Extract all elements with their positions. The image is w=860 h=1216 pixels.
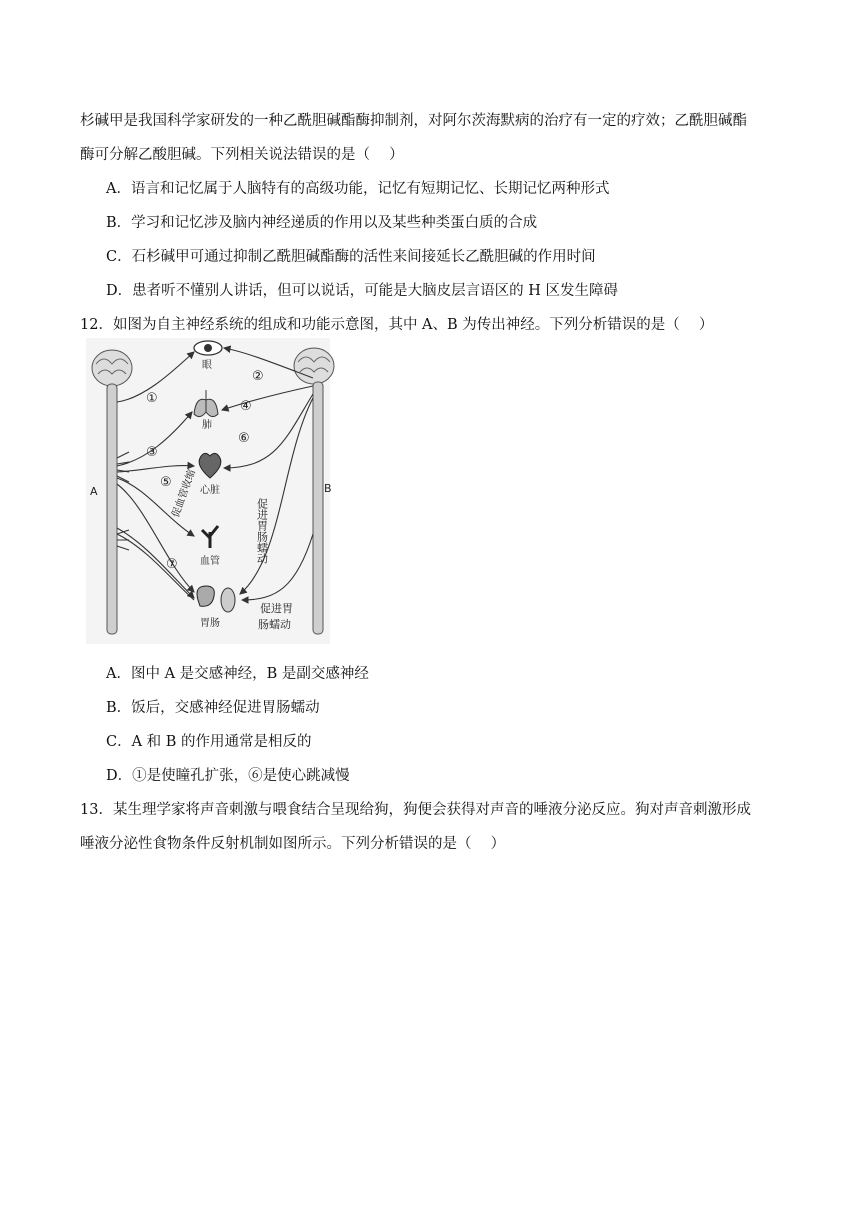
note-gut-peristalsis-vertical: 促进胃肠蠕动 [255, 498, 269, 564]
q12-stem: 12．如图为自主神经系统的组成和功能示意图，其中 A、B 为传出神经。下列分析错误的是（ ） [80, 317, 714, 333]
q11-stem-line2: 酶可分解乙酸胆碱。下列相关说法错误的是（ ） [80, 147, 404, 163]
organ-lung-label: 肺 [202, 420, 212, 431]
marker-4: ④ [240, 399, 252, 414]
q11-stem-line1: 杉碱甲是我国科学家研发的一种乙酰胆碱酯酶抑制剂，对阿尔茨海默病的治疗有一定的疗效；乙酰胆碱酯 [80, 113, 747, 129]
note-gut-peristalsis-1: 促进胃 [260, 602, 293, 615]
q12-option-c: C．A 和 B 的作用通常是相反的 [106, 734, 312, 750]
q12-option-a: A．图中 A 是交感神经，B 是副交感神经 [106, 666, 369, 682]
note-gut-peristalsis-2: 肠蠕动 [258, 618, 291, 631]
autonomic-nervous-system-figure [86, 338, 330, 644]
q11-option-b: B．学习和记忆涉及脑内神经递质的作用以及某些种类蛋白质的合成 [106, 215, 538, 231]
brain-right-icon [294, 348, 334, 384]
organ-heart-label: 心脏 [200, 485, 220, 496]
marker-2: ② [252, 369, 264, 384]
brain-left-icon [92, 350, 132, 386]
q11-option-d: D．患者听不懂别人讲话，但可以说话，可能是大脑皮层言语区的 H 区发生障碍 [106, 283, 618, 299]
nerve-b-label: B [324, 482, 332, 495]
eye-icon [194, 341, 222, 355]
marker-1: ① [146, 391, 158, 406]
note-vasoconstriction: 促血管收缩 [170, 468, 198, 520]
organ-eye-label: 眼 [202, 360, 212, 371]
spinal-cord-a [107, 384, 117, 634]
marker-3: ③ [146, 445, 158, 460]
nerve-a-label: A [90, 485, 98, 498]
q11-option-a: A．语言和记忆属于人脑特有的高级功能，记忆有短期记忆、长期记忆两种形式 [106, 181, 610, 197]
q12-option-b: B．饭后，交感神经促进胃肠蠕动 [106, 700, 320, 716]
q13-stem-line2: 唾液分泌性食物条件反射机制如图所示。下列分析错误的是（ ） [80, 836, 506, 852]
q11-option-c: C．石杉碱甲可通过抑制乙酰胆碱酯酶的活性来间接延长乙酰胆碱的作用时间 [106, 249, 596, 265]
organ-vessel-label: 血管 [200, 556, 220, 567]
organ-gut-label: 胃肠 [200, 618, 220, 629]
marker-5: ⑤ [160, 475, 172, 490]
spinal-cord-b [313, 382, 323, 634]
q13-stem-line1: 13．某生理学家将声音刺激与喂食结合呈现给狗，狗便会获得对声音的唾液分泌反应。狗对声音刺激形成 [80, 802, 751, 818]
marker-6: ⑥ [238, 431, 250, 446]
marker-7: ⑦ [166, 557, 178, 572]
q12-option-d: D．①是使瞳孔扩张，⑥是使心跳减慢 [106, 768, 350, 784]
